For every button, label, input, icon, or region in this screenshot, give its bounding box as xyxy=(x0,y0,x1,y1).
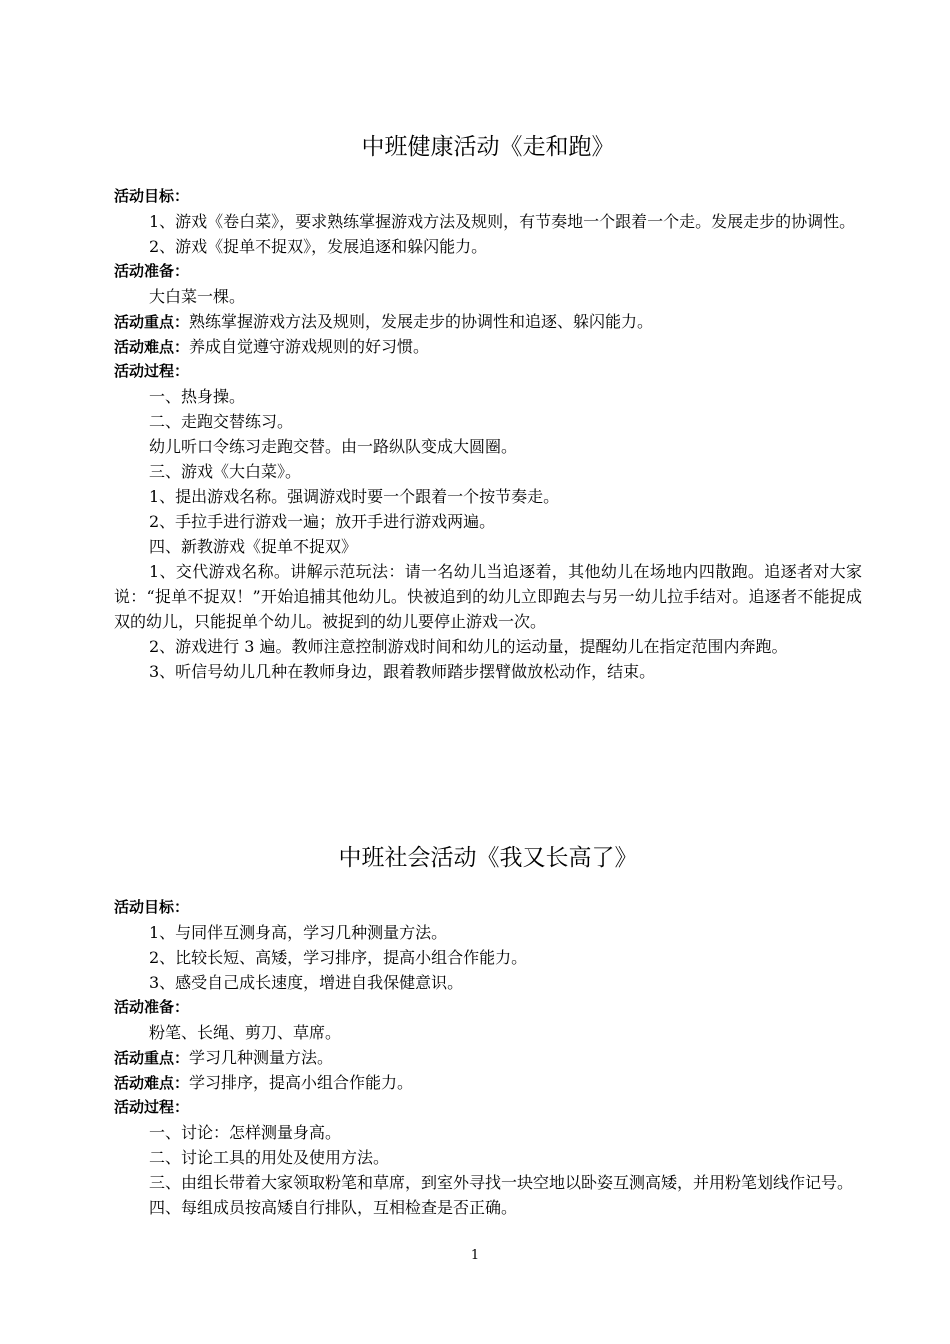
process-step: 3、听信号幼儿几种在教师身边，跟着教师踏步摆臂做放松动作，结束。 xyxy=(149,662,656,681)
goal-item: 3、感受自己成长速度，增进自我保健意识。 xyxy=(149,973,464,992)
difficulty-heading: 活动难点： xyxy=(114,338,190,356)
difficulty-heading: 活动难点： xyxy=(114,1074,190,1092)
focus-heading: 活动重点： xyxy=(114,313,190,331)
goal-item: 1、游戏《卷白菜》，要求熟练掌握游戏方法及规则，有节奏地一个跟着一个走。发展走步的协调性。 xyxy=(149,212,856,231)
page-number: 1 xyxy=(470,1248,480,1263)
process-step: 一、热身操。 xyxy=(149,387,246,406)
difficulty-row xyxy=(114,334,862,359)
process-step: 幼儿听口令练习走跑交替。由一路纵队变成大圆圈。 xyxy=(149,437,518,456)
goals-heading: 活动目标： xyxy=(114,898,190,916)
focus-row xyxy=(114,309,862,334)
process-step: 2、手拉手进行游戏一遍；放开手进行游戏两遍。 xyxy=(149,512,496,531)
difficulty-text: 养成自觉遵守游戏规则的好习惯。 xyxy=(189,337,430,356)
section-title: 中班健康活动《走和跑》 xyxy=(361,134,615,160)
goals-heading: 活动目标： xyxy=(114,187,190,205)
section-health xyxy=(114,125,862,684)
process-step: 三、由组长带着大家领取粉笔和草席，到室外寻找一块空地以卧姿互测高矮，并用粉笔划线作记号。 xyxy=(149,1173,854,1192)
process-step: 二、走跑交替练习。 xyxy=(149,412,294,431)
process-step: 2、游戏进行 3 遍。教师注意控制游戏时间和幼儿的运动量，提醒幼儿在指定范围内奔跑。 xyxy=(149,637,788,656)
focus-heading: 活动重点： xyxy=(114,1049,190,1067)
process-heading: 活动过程： xyxy=(114,362,190,380)
goal-item: 2、游戏《捉单不捉双》，发展追逐和躲闪能力。 xyxy=(149,237,488,256)
prep-text: 粉笔、长绳、剪刀、草席。 xyxy=(149,1023,342,1042)
focus-text: 学习几种测量方法。 xyxy=(189,1048,334,1067)
process-step: 二、讨论工具的用处及使用方法。 xyxy=(149,1148,390,1167)
goal-item: 2、比较长短、高矮，学习排序，提高小组合作能力。 xyxy=(149,948,528,967)
focus-row xyxy=(114,1045,862,1070)
section-title: 中班社会活动《我又长高了》 xyxy=(338,845,638,871)
prep-text: 大白菜一棵。 xyxy=(149,287,246,306)
process-step: 一、讨论：怎样测量身高。 xyxy=(149,1123,342,1142)
section-social xyxy=(114,836,862,1220)
process-step: 1、交代游戏名称。讲解示范玩法：请一名幼儿当追逐着，其他幼儿在场地内四散跑。追逐者对大家说：“捉单不捉双！”开始追捕其他幼儿。快被追到的幼儿立即跑去与另一幼儿拉手结对。追逐者不能捉成双的幼儿，只能捉单个幼儿。被捉到的幼儿要停止游戏一次。 xyxy=(114,562,862,631)
prep-heading: 活动准备： xyxy=(114,262,190,280)
goal-item: 1、与同伴互测身高，学习几种测量方法。 xyxy=(149,923,448,942)
difficulty-text: 学习排序，提高小组合作能力。 xyxy=(189,1073,414,1092)
difficulty-row xyxy=(114,1070,862,1095)
process-step: 四、每组成员按高矮自行排队，互相检查是否正确。 xyxy=(149,1198,518,1217)
process-step: 三、游戏《大白菜》。 xyxy=(149,462,302,481)
process-step: 1、提出游戏名称。强调游戏时要一个跟着一个按节奏走。 xyxy=(149,487,560,506)
focus-text: 熟练掌握游戏方法及规则，发展走步的协调性和追逐、躲闪能力。 xyxy=(189,312,654,331)
process-step: 四、新教游戏《捉单不捉双》 xyxy=(149,537,358,556)
process-heading: 活动过程： xyxy=(114,1098,190,1116)
prep-heading: 活动准备： xyxy=(114,998,190,1016)
